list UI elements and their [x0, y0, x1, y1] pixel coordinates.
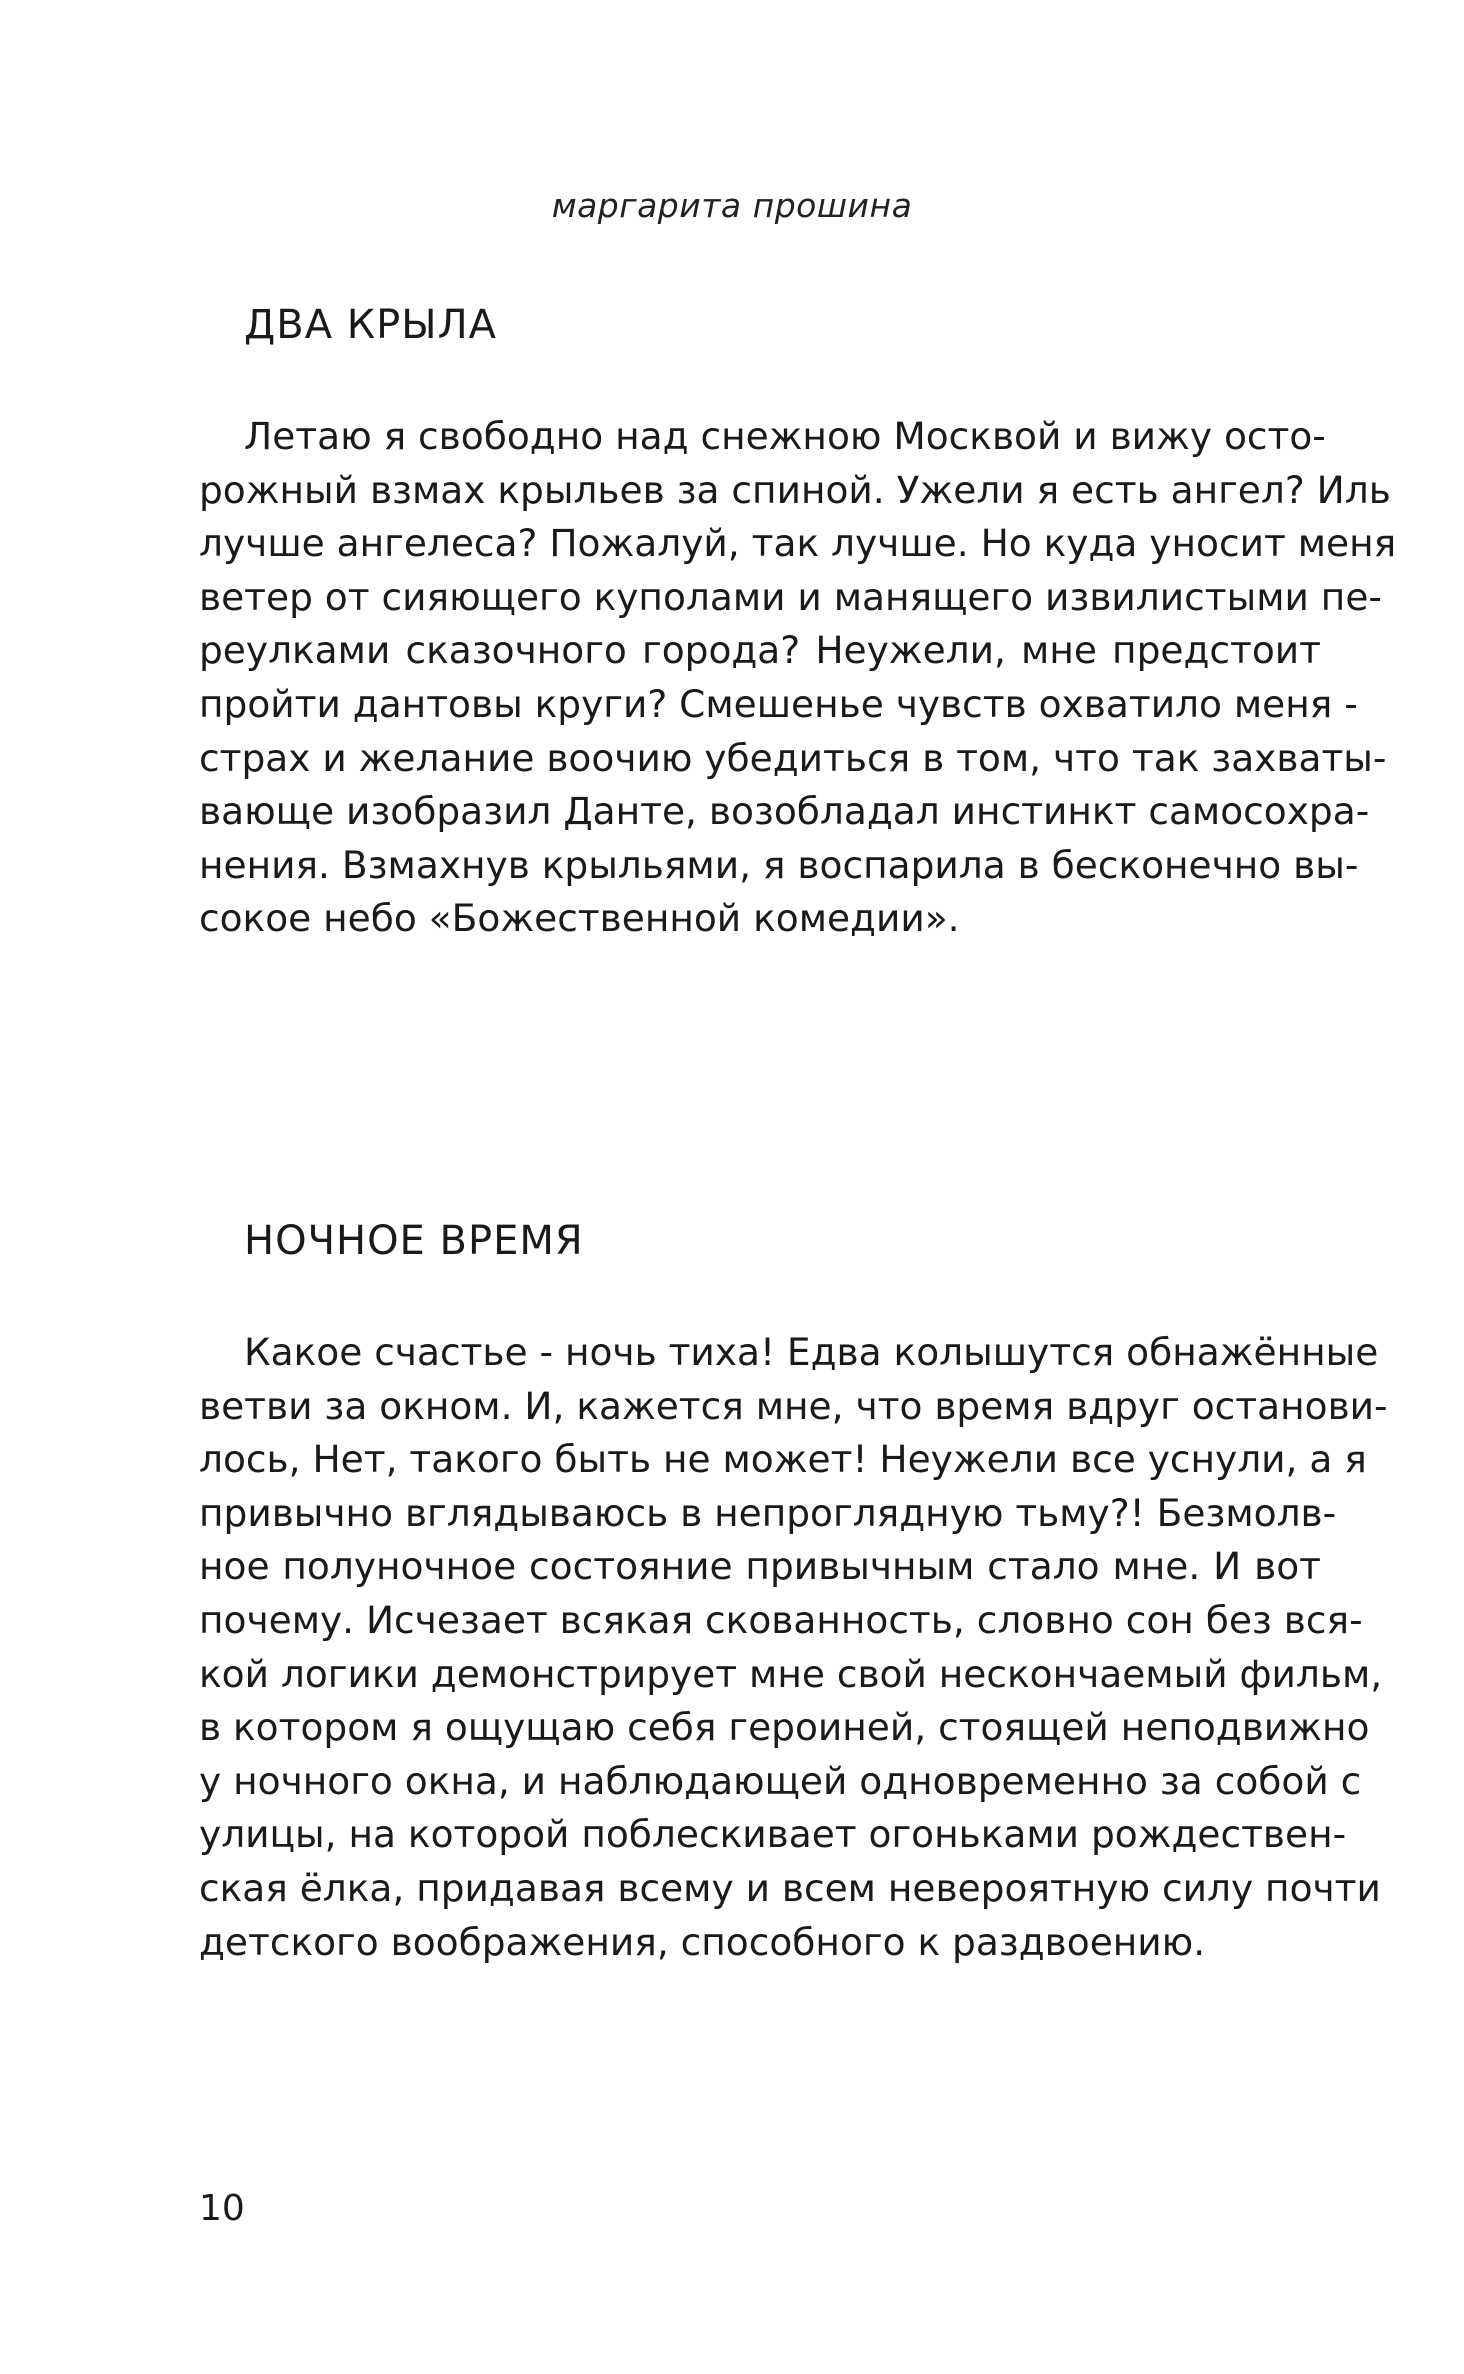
text-line: реулками сказочного города? Неужели, мне предстоит — [199, 628, 1321, 673]
text-line: в котором я ощущаю себя героиней, стоящей неподвижно — [199, 1705, 1370, 1750]
text-line: лось, Нет, такого быть не может! Неужели все уснули, а я — [199, 1437, 1367, 1482]
text-line: пройти дантовы круги? Смешенье чувств охватило меня - — [199, 681, 1358, 726]
text-line: ветви за окном. И, кажется мне, что время вдруг останови- — [199, 1383, 1388, 1428]
section-body-dva-kryla — [199, 410, 1397, 946]
text-line: почему. Исчезает всякая скованность, словно сон без вся- — [199, 1597, 1363, 1642]
text-line: привычно вглядываюсь в непроглядную тьму?! Безмолв- — [199, 1490, 1337, 1535]
text-line: вающе изобразил Данте, возобладал инстинкт самосохра- — [199, 789, 1370, 834]
text-line: ская ёлка, придавая всему и всем невероятную силу почти — [199, 1865, 1381, 1910]
running-head: маргарита прошина — [551, 186, 913, 225]
page-number: 10 — [199, 2188, 245, 2229]
text-line: сокое небо «Божественной комедии». — [199, 896, 960, 941]
text-line: рожный взмах крыльев за спиной. Ужели я есть ангел? Иль — [199, 467, 1391, 512]
text-line: Какое счастье - ночь тиха! Едва колышутся обнажённые — [244, 1330, 1379, 1374]
text-line: у ночного окна, и наблюдающей одновременно за собой с — [199, 1758, 1362, 1803]
text-line: улицы, на которой поблескивает огоньками рождествен- — [199, 1812, 1347, 1857]
text-line: ветер от сияющего куполами и манящего извилистыми пе- — [199, 574, 1382, 619]
text-line: ное полуночное состояние привычным стало мне. И вот — [199, 1544, 1321, 1589]
section-title-nochnoe-vremya: НОЧНОЕ ВРЕМЯ — [244, 1218, 584, 1264]
section-title-dva-kryla: ДВА КРЫЛА — [244, 302, 498, 348]
text-line: страх и желание воочию убедиться в том, что так захваты- — [199, 735, 1387, 780]
text-line: Летаю я свободно над снежною Москвой и вижу осто- — [244, 414, 1326, 458]
text-line: лучше ангелеса? Пожалуй, так лучше. Но куда уносит меня — [199, 521, 1397, 566]
text-line: кой логики демонстрирует мне свой нескончаемый фильм, — [199, 1651, 1383, 1696]
text-line: нения. Взмахнув крыльями, я воспарила в бесконечно вы- — [199, 842, 1359, 887]
section-body-nochnoe-vremya — [199, 1326, 1388, 1969]
text-line: детского воображения, способного к раздвоению. — [199, 1919, 1206, 1964]
